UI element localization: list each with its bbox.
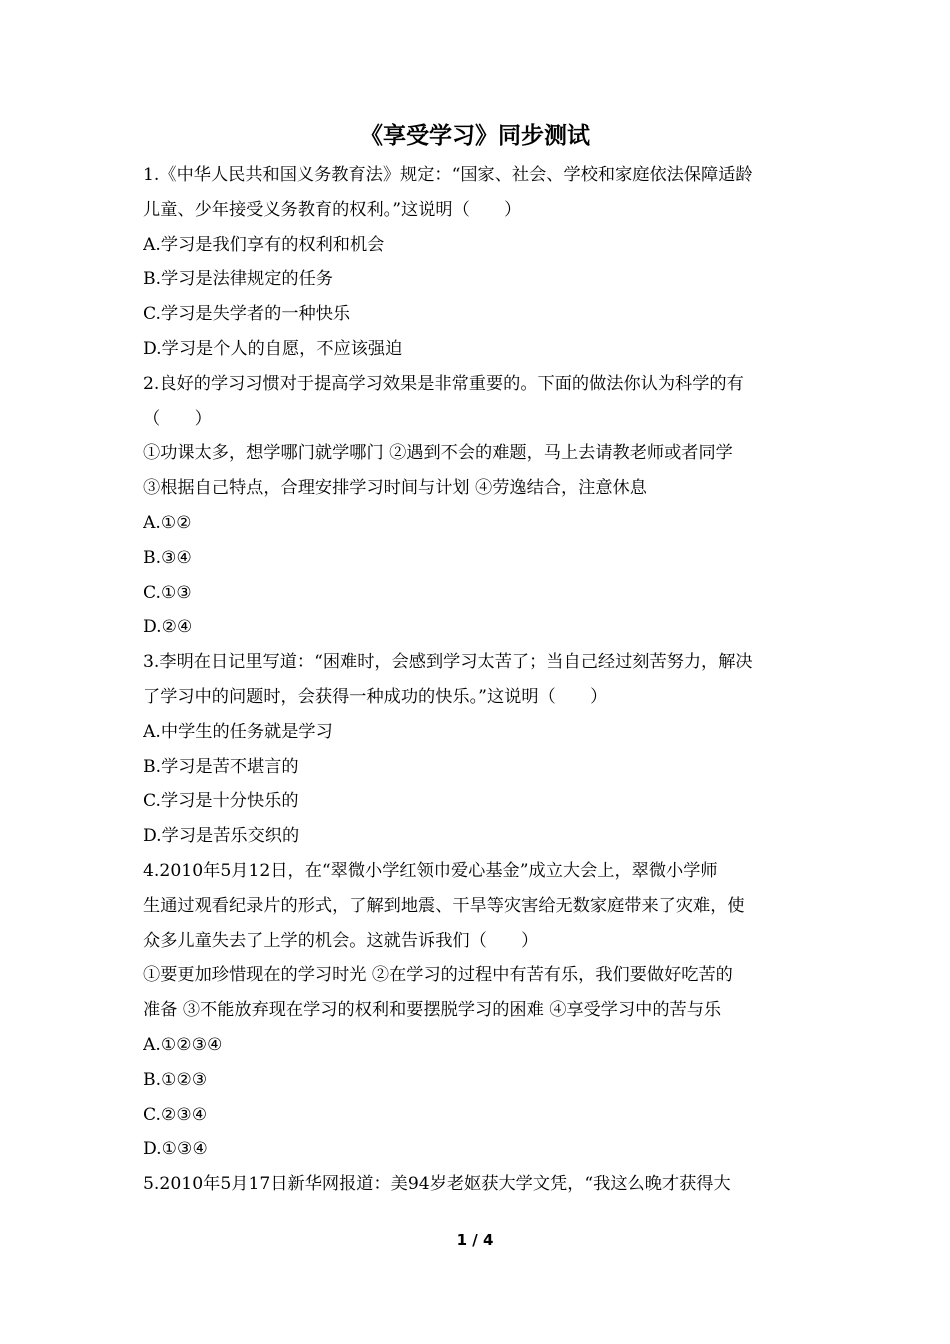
question-3-option-d: D.学习是苦乐交织的 xyxy=(143,826,300,847)
question-4-stem-line-4: ①要更加珍惜现在的学习时光 ②在学习的过程中有苦有乐，我们要做好吃苦的 xyxy=(143,965,733,986)
question-4-option-a: A.①②③④ xyxy=(143,1034,223,1055)
question-5 xyxy=(143,1167,811,1202)
question-4-stem-line-3: 众多儿童失去了上学的机会。这就告诉我们（ ） xyxy=(143,930,539,951)
question-1-option-a: A.学习是我们享有的权利和机会 xyxy=(143,234,385,255)
question-1-option-b: B.学习是法律规定的任务 xyxy=(143,269,333,290)
question-1-stem-line-1: 1.《中华人民共和国义务教育法》规定：“国家、社会、学校和家庭依法保障适龄 xyxy=(143,165,753,185)
question-2-stem-line-2: （ ） xyxy=(143,408,212,429)
question-3 xyxy=(143,645,811,854)
question-2-stem-line-4: ③根据自己特点，合理安排学习时间与计划 ④劳逸结合，注意休息 xyxy=(143,478,647,499)
question-1-stem-line-2: 儿童、少年接受义务教育的权利。”这说明（ ） xyxy=(143,199,522,220)
question-2-option-d: D.②④ xyxy=(143,617,193,638)
question-4-option-c: C.②③④ xyxy=(143,1104,208,1125)
question-4-option-d: D.①③④ xyxy=(143,1139,208,1160)
question-4-stem-line-5: 准备 ③不能放弃现在学习的权利和要摆脱学习的困难 ④享受学习中的苦与乐 xyxy=(143,1000,722,1021)
question-4-stem-line-1: 4.2010年5月12日，在“翠微小学红领巾爱心基金”成立大会上，翠微小学师 xyxy=(143,860,718,881)
question-3-option-c: C.学习是十分快乐的 xyxy=(143,791,299,812)
question-2-option-a: A.①② xyxy=(143,512,192,533)
question-3-stem-line-2: 了学习中的问题时，会获得一种成功的快乐。”这说明（ ） xyxy=(143,686,608,707)
question-3-stem-line-1: 3.李明在日记里写道：“困难时，会感到学习太苦了；当自己经过刻苦努力，解决 xyxy=(143,652,753,673)
question-3-option-b: B.学习是苦不堪言的 xyxy=(143,756,299,777)
question-2 xyxy=(143,367,811,645)
page-indicator: 1 / 4 xyxy=(456,1231,494,1249)
question-1-option-c: C.学习是失学者的一种快乐 xyxy=(143,304,351,325)
question-4 xyxy=(143,854,811,1167)
question-3-option-a: A.中学生的任务就是学习 xyxy=(143,721,333,742)
document-title: 《享受学习》同步测试 xyxy=(360,123,590,149)
question-1-option-d: D.学习是个人的自愿，不应该强迫 xyxy=(143,338,403,359)
question-1 xyxy=(143,158,811,367)
question-list xyxy=(143,158,811,1202)
question-2-stem-line-1: 2.良好的学习习惯对于提高学习效果是非常重要的。下面的做法你认为科学的有 xyxy=(143,373,744,394)
question-2-option-c: C.①③ xyxy=(143,582,192,603)
question-5-stem-line-1: 5.2010年5月17日新华网报道：美94岁老妪获大学文凭，“我这么晚才获得大 xyxy=(143,1174,731,1195)
question-2-option-b: B.③④ xyxy=(143,547,192,568)
question-4-option-b: B.①②③ xyxy=(143,1069,208,1090)
question-4-stem-line-2: 生通过观看纪录片的形式，了解到地震、干旱等灾害给无数家庭带来了灾难，使 xyxy=(143,895,745,916)
question-2-stem-line-3: ①功课太多，想学哪门就学哪门 ②遇到不会的难题，马上去请教老师或者同学 xyxy=(143,443,733,464)
